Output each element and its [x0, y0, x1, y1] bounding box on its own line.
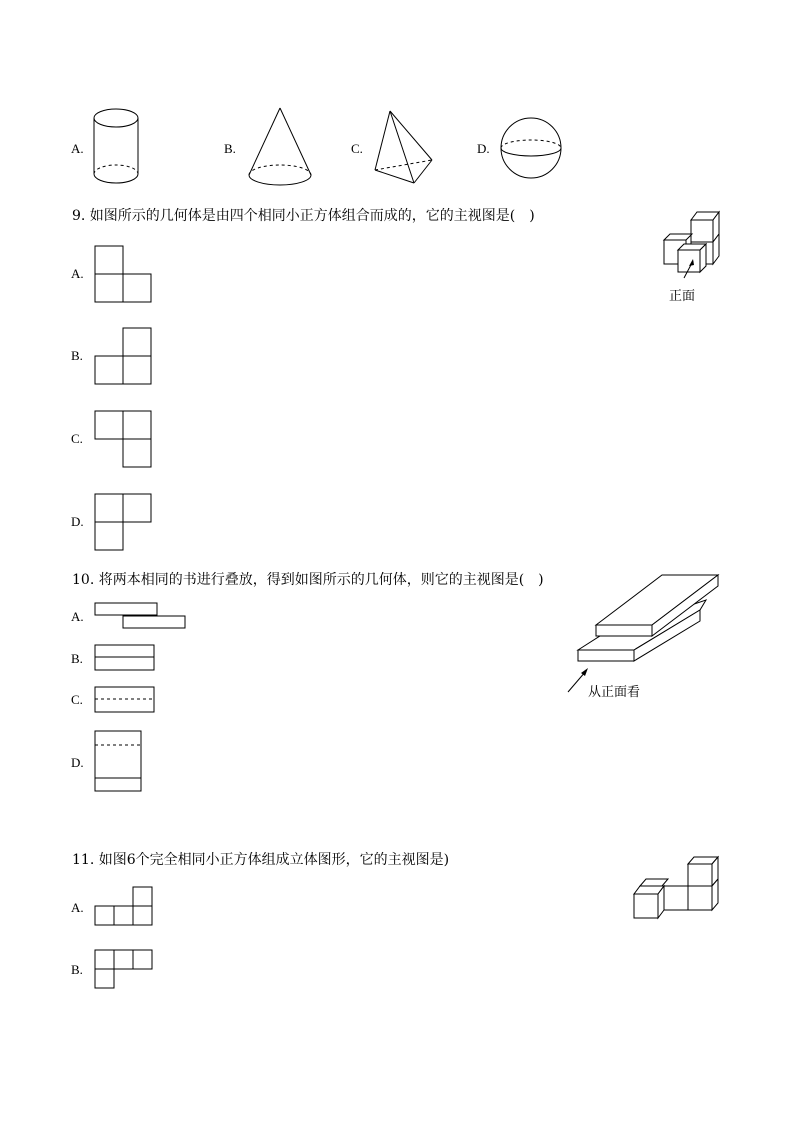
q10-option-d-label[interactable]: D. [71, 755, 84, 770]
q11-option-a-view [94, 885, 154, 927]
sphere-figure [499, 116, 565, 182]
q11-option-b-label[interactable]: B. [71, 962, 83, 977]
q9-stem: 9. 如图所示的几何体是由四个相同小正方体组合而成的，它的主视图是( ) [72, 208, 535, 224]
q10-option-a-label[interactable]: A. [71, 609, 84, 624]
q10-option-a-view [94, 602, 188, 630]
q9-option-b-label[interactable]: B. [71, 348, 83, 363]
q11-option-a-label[interactable]: A. [71, 900, 84, 915]
q9-option-c-view [94, 410, 152, 468]
triangular-pyramid-figure [370, 108, 436, 186]
q8-option-d-label[interactable]: D. [477, 141, 490, 156]
q10-option-c-label[interactable]: C. [71, 692, 83, 707]
q11-cube-stack-figure [632, 854, 724, 920]
q9-option-a-view [94, 245, 152, 303]
q10-figure-caption: 从正面看 [588, 685, 641, 700]
q10-option-d-view [94, 730, 142, 792]
q9-option-c-label[interactable]: C. [71, 431, 83, 446]
q8-option-b-label[interactable]: B. [224, 141, 236, 156]
q9-option-d-view [94, 493, 152, 551]
q10-option-b-view [94, 644, 156, 672]
q10-stacked-books-figure [562, 570, 726, 700]
q9-cube-stack-figure [660, 206, 726, 276]
q8-option-c-label[interactable]: C. [351, 141, 363, 156]
q10-stem: 10. 将两本相同的书进行叠放，得到如图所示的几何体，则它的主视图是( ) [72, 572, 544, 588]
q10-option-b-label[interactable]: B. [71, 651, 83, 666]
q11-option-b-view [94, 948, 154, 990]
q9-option-d-label[interactable]: D. [71, 514, 84, 529]
q8-option-a-label[interactable]: A. [71, 141, 84, 156]
cylinder-figure [90, 104, 144, 190]
q11-stem: 11. 如图6个完全相同小正方体组成立体图形，它的主视图是) [72, 852, 450, 868]
q9-option-a-label[interactable]: A. [71, 266, 84, 281]
q9-figure-caption: 正面 [669, 289, 696, 304]
q9-option-b-view [94, 327, 152, 385]
q10-option-c-view [94, 686, 156, 714]
cone-figure [246, 106, 316, 190]
